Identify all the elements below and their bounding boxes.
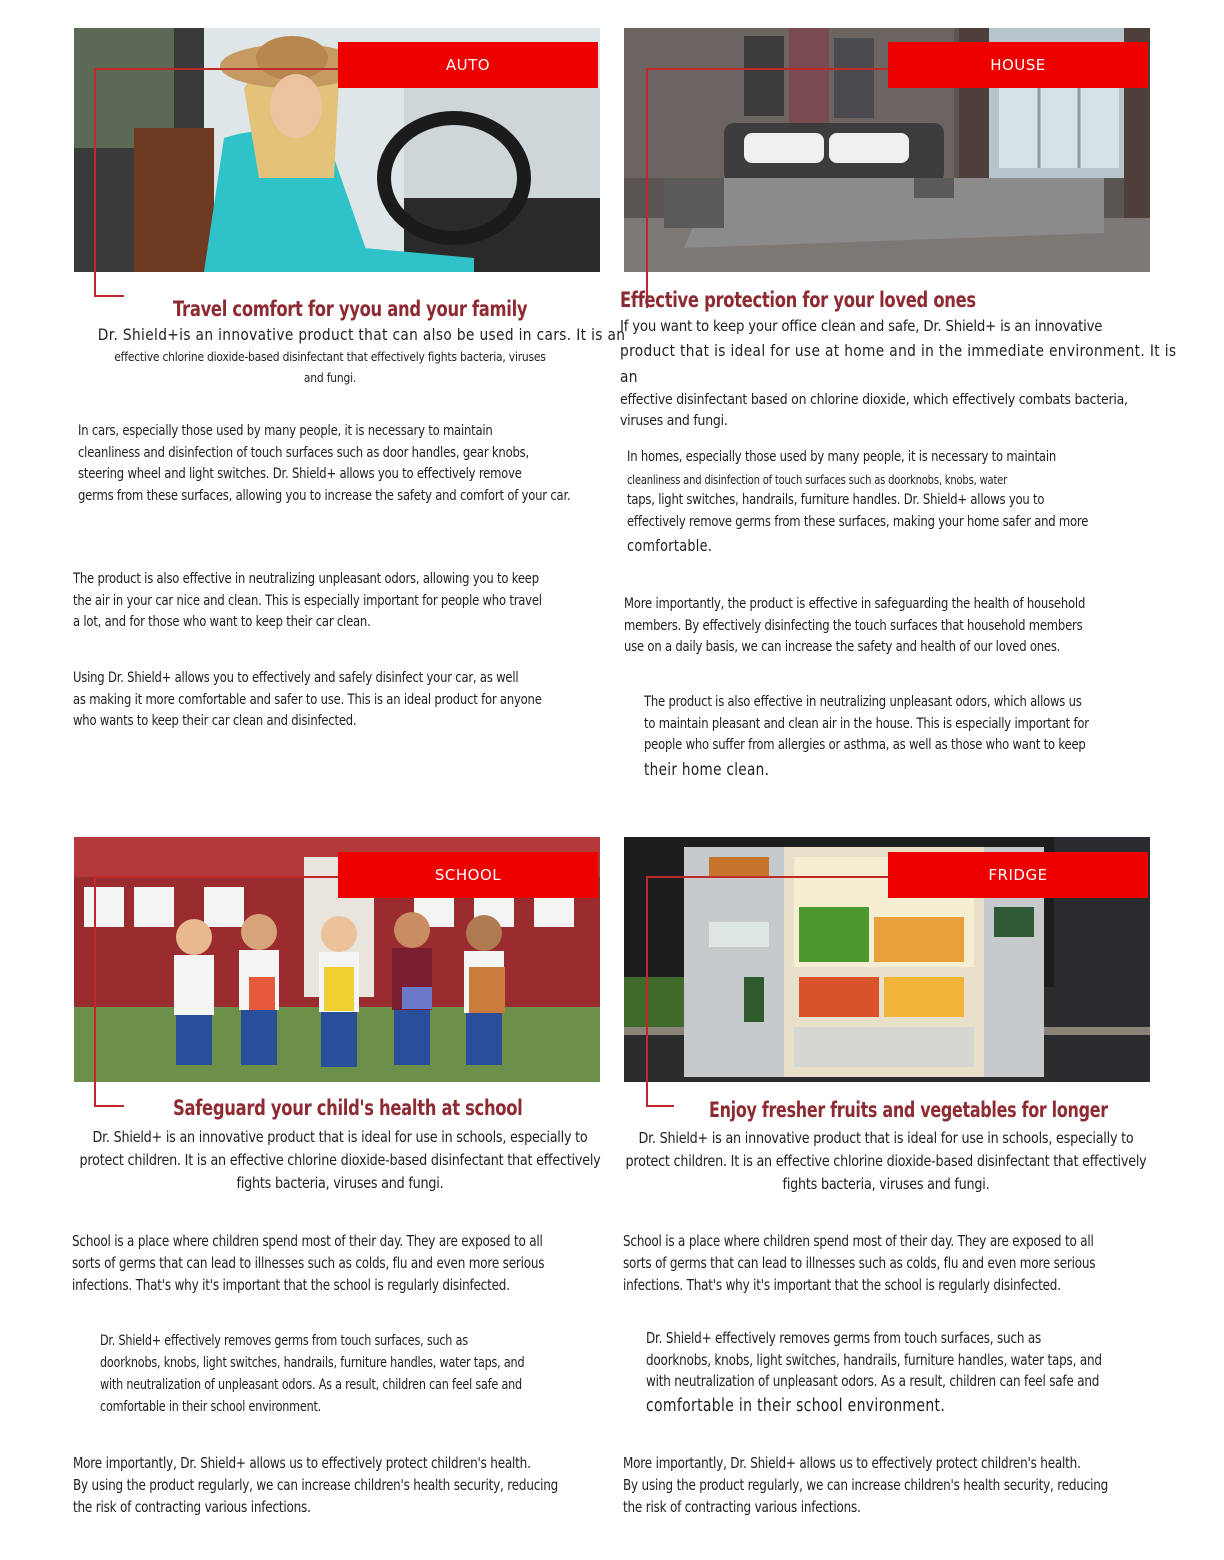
text-line: In homes, especially those used by many people, it is necessary to maintain <box>627 449 1057 465</box>
text-line: viruses and fungi. <box>620 413 728 429</box>
tag-fridge: FRIDGE <box>888 852 1148 898</box>
text-line: and fungi. <box>303 370 357 385</box>
paragraph-school-3 <box>73 1452 601 1518</box>
decorative-line <box>646 1105 674 1107</box>
intro-auto <box>97 324 626 389</box>
text-line: with neutralization of unpleasant odors. As a result, children can feel safe and <box>100 1377 522 1393</box>
paragraph-fridge-2 <box>646 1328 1142 1419</box>
text-line: infections. That's why it's important that the school is regularly disinfected. <box>72 1276 510 1294</box>
text-line: as making it more comfortable and safer to use. This is an ideal product for anyone <box>73 691 542 708</box>
text-line: with neutralization of unpleasant odors. As a result, children can feel safe and <box>646 1372 1100 1390</box>
text-line: fights bacteria, viruses and fungi. <box>236 1174 444 1192</box>
text-line: Dr. Shield+ is an innovative product that is ideal for use in schools, especially to <box>638 1129 1134 1147</box>
paragraph-auto-1 <box>78 421 590 507</box>
text-line: effective chlorine dioxide-based disinfectant that effectively fights bacteria, viruses <box>114 348 546 364</box>
decorative-line <box>646 876 648 1106</box>
text-line: their home clean. <box>644 759 770 780</box>
decorative-line <box>94 1105 124 1107</box>
text-line: use on a daily basis, we can increase the safety and health of our loved ones. <box>624 639 1061 655</box>
text-line: The product is also effective in neutralizing unpleasant odors, which allows us <box>644 694 1082 710</box>
tag-auto: AUTO <box>338 42 598 88</box>
tag-house: HOUSE <box>888 42 1148 88</box>
text-line: Dr. Shield+ effectively removes germs from touch surfaces, such as <box>100 1333 468 1349</box>
text-line: protect children. It is an effective chlorine dioxide-based disinfectant that effectively <box>625 1152 1147 1170</box>
text-line: More importantly, Dr. Shield+ allows us to effectively protect children's health. <box>73 1454 531 1472</box>
text-line: an <box>620 366 638 386</box>
text-line: taps, light switches, handrails, furniture handles. Dr. Shield+ allows you to <box>627 492 1045 508</box>
paragraph-school-2 <box>100 1330 596 1418</box>
text-line: product that is ideal for use at home and in the immediate environment. It is <box>620 340 1177 360</box>
paragraph-house-3 <box>644 692 1172 783</box>
text-line: effective disinfectant based on chlorine dioxide, which effectively combats bacteria, <box>620 391 1128 408</box>
text-line: Dr. Shield+ effectively removes germs from touch surfaces, such as <box>646 1329 1042 1347</box>
text-line: infections. That's why it's important that the school is regularly disinfected. <box>623 1276 1061 1294</box>
text-line: sorts of germs that can lead to illnesses such as colds, flu and even more serious <box>623 1254 1096 1272</box>
intro-fridge <box>614 1127 1158 1196</box>
text-line: School is a place where children spend most of their day. They are exposed to all <box>72 1232 543 1250</box>
text-line: sorts of germs that can lead to illnesses such as colds, flu and even more serious <box>72 1254 545 1272</box>
text-line: cleanliness and disinfection of touch surfaces such as doorknobs, knobs, water <box>627 471 1008 487</box>
text-line: comfortable in their school environment. <box>646 1395 946 1416</box>
text-line: the risk of contracting various infections. <box>623 1498 861 1516</box>
text-line: members. By effectively disinfecting the touch surfaces that household members <box>624 617 1083 634</box>
decorative-line <box>94 876 338 878</box>
text-line: In cars, especially those used by many people, it is necessary to maintain <box>78 423 493 439</box>
decorative-line <box>646 68 648 308</box>
decorative-line <box>94 68 338 70</box>
text-line: fights bacteria, viruses and fungi. <box>782 1175 990 1193</box>
text-line: Dr. Shield+ is an innovative product that is ideal for use in schools, especially to <box>92 1128 588 1146</box>
title-school: Safeguard your child's health at school <box>173 1096 523 1120</box>
text-line: people who suffer from allergies or asthma, as well as those who want to keep <box>644 737 1086 753</box>
title-auto: Travel comfort for yyou and your family <box>173 297 528 321</box>
text-line: cleanliness and disinfection of touch surfaces such as door handles, gear knobs, <box>78 444 529 461</box>
paragraph-fridge-3 <box>623 1452 1151 1518</box>
text-line: the air in your car nice and clean. This is especially important for people who travel <box>73 592 542 609</box>
title-house: Effective protection for your loved ones <box>620 288 976 312</box>
paragraph-school-1 <box>72 1230 600 1296</box>
text-line: By using the product regularly, we can increase children's health security, reducing <box>623 1476 1109 1494</box>
text-line: doorknobs, knobs, light switches, handrails, furniture handles, water taps, and <box>646 1350 1102 1369</box>
text-line: More importantly, the product is effective in safeguarding the health of household <box>624 596 1086 612</box>
intro-house <box>620 316 1222 433</box>
text-line: comfortable. <box>627 536 713 555</box>
text-line: More importantly, Dr. Shield+ allows us to effectively protect children's health. <box>623 1454 1081 1472</box>
decorative-bracket <box>94 68 340 296</box>
decorative-line <box>646 68 888 70</box>
title-fridge: Enjoy fresher fruits and vegetables for longer <box>709 1098 1108 1122</box>
text-line: germs from these surfaces, allowing you to increase the safety and comfort of your car. <box>78 487 571 504</box>
text-line: protect children. It is an effective chlorine dioxide-based disinfectant that effectively <box>79 1151 601 1169</box>
text-line: a lot, and for those who want to keep their car clean. <box>73 614 371 630</box>
text-line: If you want to keep your office clean and safe, Dr. Shield+ is an innovative <box>620 317 1103 335</box>
paragraph-house-2 <box>624 594 1168 659</box>
tag-school: SCHOOL <box>338 852 598 898</box>
text-line: comfortable in their school environment. <box>100 1399 322 1415</box>
text-line: steering wheel and light switches. Dr. Shield+ allows you to effectively remove <box>78 466 522 482</box>
paragraph-fridge-1 <box>623 1230 1151 1296</box>
text-line: School is a place where children spend most of their day. They are exposed to all <box>623 1232 1094 1250</box>
text-line: By using the product regularly, we can increase children's health security, reducing <box>73 1476 559 1494</box>
text-line: The product is also effective in neutralizing unpleasant odors, allowing you to keep <box>73 571 539 587</box>
text-line: the risk of contracting various infections. <box>73 1498 311 1516</box>
text-line: doorknobs, knobs, light switches, handrails, furniture handles, water taps, and <box>100 1355 525 1371</box>
text-line: Dr. Shield+is an innovative product that can also be used in cars. It is an <box>97 325 626 344</box>
decorative-line <box>94 876 96 1106</box>
intro-school <box>68 1126 612 1195</box>
paragraph-house-1 <box>627 447 1171 559</box>
text-line: to maintain pleasant and clean air in the house. This is especially important for <box>644 715 1089 732</box>
paragraph-auto-3 <box>73 668 585 733</box>
text-line: effectively remove germs from these surfaces, making your home safer and more <box>627 513 1089 530</box>
text-line: who wants to keep their car clean and disinfected. <box>73 713 357 729</box>
text-line: Using Dr. Shield+ allows you to effectively and safely disinfect your car, as well <box>73 670 519 686</box>
decorative-line <box>94 295 124 297</box>
paragraph-auto-2 <box>73 569 585 634</box>
decorative-line <box>646 876 888 878</box>
